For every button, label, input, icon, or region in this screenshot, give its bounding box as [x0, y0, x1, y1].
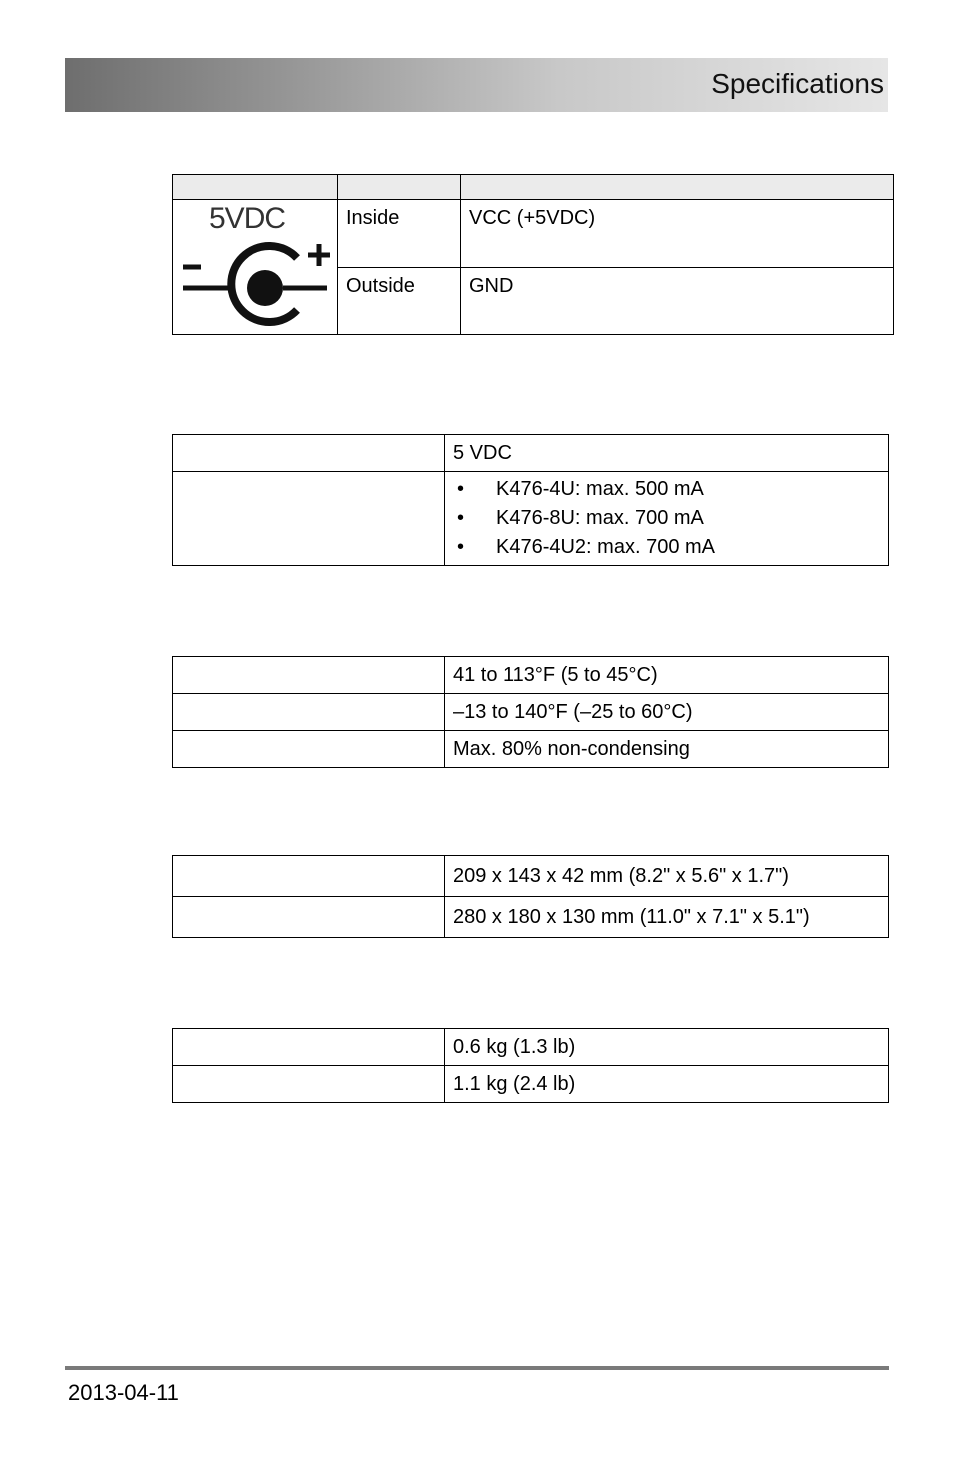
pin-position: Inside [338, 200, 461, 268]
dimensions-table [172, 855, 889, 938]
connector-pinout-table [172, 174, 894, 335]
polarity-diagram-cell [173, 200, 338, 335]
table-row [173, 435, 889, 472]
row-label [173, 472, 445, 566]
table-row [173, 200, 894, 268]
row-label [173, 694, 445, 731]
table-row [173, 694, 889, 731]
list-item: • K476-8U: max. 700 mA [453, 504, 880, 533]
row-label [173, 897, 445, 938]
page-title: Specifications [711, 68, 884, 99]
table-row [173, 897, 889, 938]
row-value: 0.6 kg (1.3 lb) [445, 1029, 889, 1066]
pin-signal: VCC (+5VDC) [461, 200, 894, 268]
weight-table [172, 1028, 889, 1103]
table-row [173, 657, 889, 694]
polarity-voltage-label: 5VDC [209, 202, 286, 235]
row-label [173, 657, 445, 694]
row-value: –13 to 140°F (–25 to 60°C) [445, 694, 889, 731]
table-row [173, 856, 889, 897]
footer-divider [65, 1366, 889, 1370]
bullet-icon: • [457, 536, 465, 558]
list-item: • K476-4U2: max. 700 mA [453, 533, 880, 562]
table-row [173, 472, 889, 566]
footer-date: 2013-04-11 [68, 1380, 179, 1405]
pin-signal: GND [461, 267, 894, 335]
row-value: 41 to 113°F (5 to 45°C) [445, 657, 889, 694]
dc-polarity-icon [175, 200, 335, 328]
bullet-icon: • [457, 478, 465, 500]
row-value: 209 x 143 x 42 mm (8.2" x 5.6" x 1.7") [445, 856, 889, 897]
header-bar [65, 58, 888, 112]
row-label [173, 856, 445, 897]
power-table [172, 434, 889, 566]
environment-table [172, 656, 889, 768]
table-row [173, 1029, 889, 1066]
row-label [173, 435, 445, 472]
table-row [173, 731, 889, 768]
voltage-value: 5 VDC [445, 435, 889, 472]
row-value: Max. 80% non-condensing [445, 731, 889, 768]
table-header-row [173, 175, 894, 200]
row-label [173, 1029, 445, 1066]
table-row [173, 1066, 889, 1103]
pin-position: Outside [338, 267, 461, 335]
row-label [173, 1066, 445, 1103]
row-value: 280 x 180 x 130 mm (11.0" x 7.1" x 5.1") [445, 897, 889, 938]
bullet-icon: • [457, 507, 465, 529]
current-values [445, 472, 889, 566]
list-item: • K476-4U: max. 500 mA [453, 475, 880, 504]
row-label [173, 731, 445, 768]
current-list [453, 475, 880, 562]
row-value: 1.1 kg (2.4 lb) [445, 1066, 889, 1103]
